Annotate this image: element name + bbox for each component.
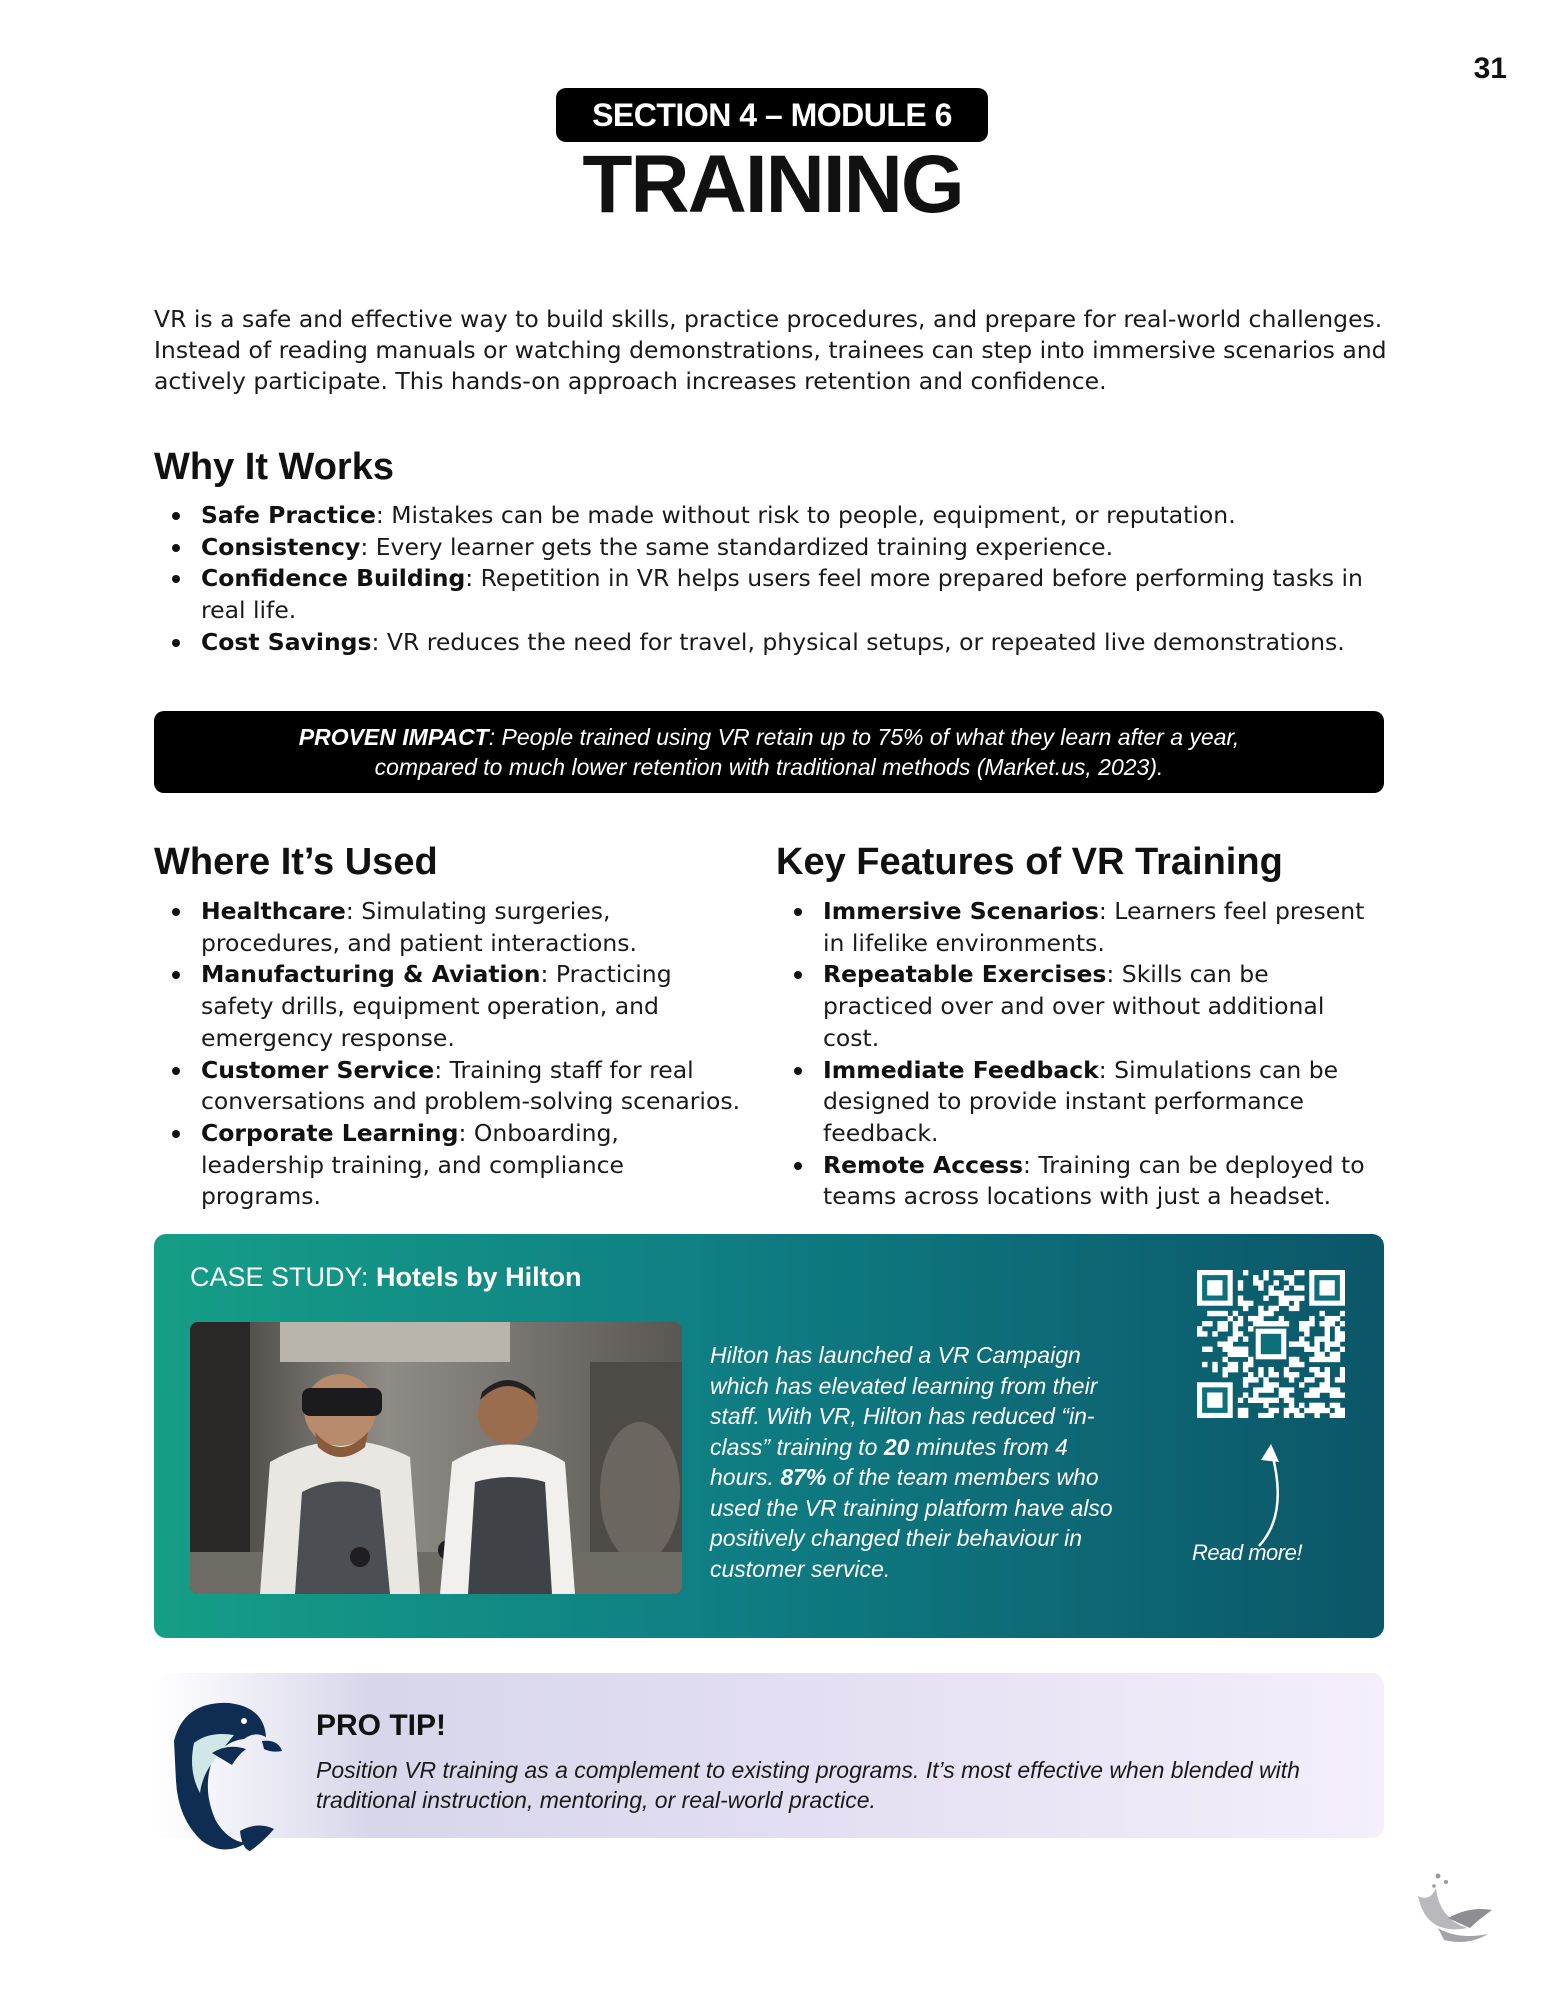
intro-paragraph: VR is a safe and effective way to build skills, practice procedures, and prepare for real-world challenges. Instead of reading manuals or watching demonstrations, trainees can step into immersive scenarios and actively participate. This hands-on approach increases retention and confidence. [154, 305, 1387, 395]
section-badge: SECTION 4 – MODULE 6 [556, 88, 988, 142]
list-item: Immediate Feedback: Simulations can be designed to provide instant performance feedback. [776, 1055, 1386, 1150]
where-heading: Where It’s Used [154, 841, 438, 883]
brand-logo-icon [1408, 1866, 1498, 1946]
impact-text: : People trained using VR retain up to 75% of what they learn after a year, compared to much lower retention with traditional methods (Market.us, 2023). [374, 724, 1240, 780]
list-item: Confidence Building: Repetition in VR helps users feel more prepared before performing tasks in real life. [154, 563, 1384, 626]
case-study-text: Hilton has launched a VR Campaign which has elevated learning from their staff. With VR, Hilton has reduced “in-class” training to 20 minutes from 4 hours. 87% of the team members who used the VR training platform have also positively changed their behaviour in customer service. [710, 1342, 1113, 1582]
list-item: Manufacturing & Aviation: Practicing safety drills, equipment operation, and emergency response. [154, 959, 749, 1054]
list-item: Corporate Learning: Onboarding, leadership training, and compliance programs. [154, 1118, 749, 1213]
proven-impact-callout [154, 711, 1384, 793]
list-item: Cost Savings: VR reduces the need for travel, physical setups, or repeated live demonstrations. [154, 627, 1384, 659]
list-item: Repeatable Exercises: Skills can be practiced over and over without additional cost. [776, 959, 1386, 1054]
pro-tip-card [154, 1673, 1384, 1838]
list-item: Healthcare: Simulating surgeries, procedures, and patient interactions. [154, 896, 749, 959]
list-item: Customer Service: Training staff for real conversations and problem-solving scenarios. [154, 1055, 749, 1118]
list-item: Immersive Scenarios: Learners feel present in lifelike environments. [776, 896, 1386, 959]
case-study-photo [190, 1322, 682, 1594]
why-list [154, 500, 1384, 659]
page-title: TRAINING [582, 139, 963, 230]
arrow-icon [1249, 1434, 1309, 1554]
where-list [154, 896, 749, 1213]
read-more-link[interactable]: Read more! [1192, 1540, 1302, 1565]
pro-tip-title: PRO TIP! [316, 1709, 447, 1742]
list-item: Remote Access: Training can be deployed to teams across locations with just a headset. [776, 1150, 1386, 1213]
list-item: Safe Practice: Mistakes can be made without risk to people, equipment, or reputation. [154, 500, 1384, 532]
page-number: 31 [1473, 52, 1507, 85]
why-heading: Why It Works [154, 446, 394, 488]
pro-tip-text: Position VR training as a complement to existing programs. It’s most effective when blended with traditional instruction, mentoring, or real-world practice. [316, 1757, 1300, 1813]
qr-code[interactable] [1197, 1270, 1345, 1418]
features-list [776, 896, 1386, 1213]
case-study-card [154, 1234, 1384, 1638]
features-heading: Key Features of VR Training [776, 841, 1283, 883]
case-study-label: CASE STUDY: Hotels by Hilton [190, 1262, 582, 1292]
impact-label: PROVEN IMPACT [298, 724, 489, 750]
whale-icon [154, 1681, 284, 1861]
list-item: Consistency: Every learner gets the same standardized training experience. [154, 532, 1384, 564]
